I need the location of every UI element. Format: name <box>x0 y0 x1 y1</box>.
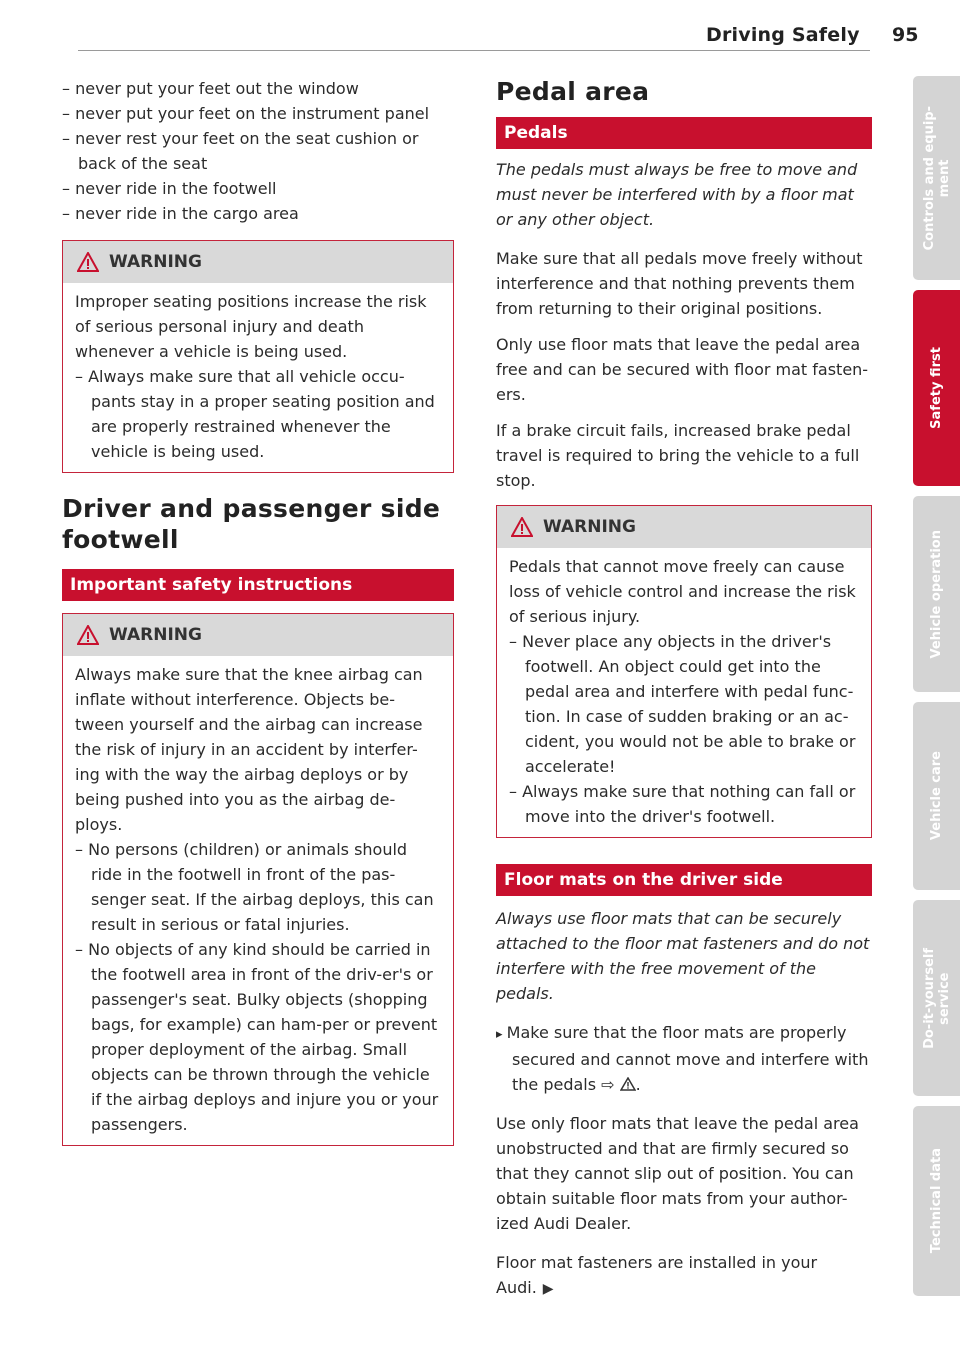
warning-text: Pedals that cannot move freely can cause loss of vehicle control and increase the risk of serious injury. <box>509 557 856 626</box>
floor-mats-step-text: Make sure that the floor mats are properly secured and cannot move and interfere with the pedals ⇨ <box>506 1023 869 1094</box>
tab-vehicle-care[interactable]: Vehicle care <box>913 702 960 890</box>
tab-controls[interactable]: Controls and equip- ment <box>913 76 960 280</box>
pedals-paragraph: Only use floor mats that leave the pedal area free and can be secured with floor mat fasten-ers. <box>496 335 869 404</box>
list-item: – never put your feet out the window <box>62 76 454 101</box>
list-item: – never ride in the cargo area <box>62 201 454 226</box>
floor-mats-paragraph-text: Floor mat fasteners are installed in your Audi. <box>496 1253 818 1297</box>
warning-triangle-icon <box>77 252 99 272</box>
warning-bullet: – Always make sure that all vehicle occu-pants stay in a proper seating position and are properly restrained whenever the vehicle is being used. <box>75 364 441 464</box>
intro-list <box>62 76 454 226</box>
floor-mats-paragraph-last <box>496 1250 872 1302</box>
pedals-paragraph: If a brake circuit fails, increased brake pedal travel is required to bring the vehicle to a full stop. <box>496 421 860 490</box>
warning-reference-icon[interactable] <box>620 1077 636 1091</box>
list-item: – never ride in the footwell <box>62 176 454 201</box>
page-number: 95 <box>892 24 919 46</box>
list-item: – never rest your feet on the seat cushion or back of the seat <box>62 126 454 176</box>
continue-arrow-icon: ▶ <box>542 1281 554 1297</box>
tab-vehicle-operation[interactable]: Vehicle operation <box>913 496 960 692</box>
tab-do-it-yourself[interactable]: Do-it-yourself service <box>913 900 960 1096</box>
warning-text: Always make sure that the knee airbag can inflate without interference. Objects be-tween yourself and the airbag can increase the risk of injury in an accident by interfer-ing with the way the airbag deploys or by being pushed into you as the airbag de-ploys. <box>75 665 423 834</box>
warning-body <box>63 656 453 1145</box>
warning-bullet: – No persons (children) or animals should ride in the footwell in front of the pas-senger seat. If the airbag deploys, this can result in serious or fatal injuries. <box>75 837 441 937</box>
running-head: Driving Safely <box>706 24 860 46</box>
warning-box <box>62 240 454 473</box>
floor-mats-step: ▸ Make sure that the floor mats are properly secured and cannot move and interfere with the pedals ⇨ . <box>496 1020 872 1097</box>
list-item: – never put your feet on the instrument panel <box>62 101 454 126</box>
warning-box <box>496 505 872 838</box>
left-column <box>62 76 454 1146</box>
warning-header <box>63 241 453 283</box>
warning-bullet: – No objects of any kind should be carried in the footwell area in front of the driv-er's or passenger's seat. Bulky objects (shopping bags, for example) can ham-per or prevent proper deployment of the airbag. Small objects can be thrown through the vehicle if the airbag deploys and injure you or your passengers. <box>75 937 441 1137</box>
warning-label: WARNING <box>109 252 202 272</box>
header-rule <box>78 50 870 51</box>
subsection-bar-safety: Important safety instructions <box>62 569 454 601</box>
warning-triangle-icon <box>511 517 533 537</box>
pedals-intro: The pedals must always be free to move and must never be interfered with by a floor mat or any other object. <box>496 160 858 229</box>
warning-body <box>497 548 871 837</box>
warning-box <box>62 613 454 1146</box>
warning-header <box>63 614 453 656</box>
subsection-bar-floor-mats: Floor mats on the driver side <box>496 864 872 896</box>
warning-body <box>63 283 453 472</box>
floor-mats-intro: Always use floor mats that can be securely attached to the floor mat fasteners and do not interfere with the free movement of the pedals. <box>496 909 870 1003</box>
warning-bullet: – Never place any objects in the driver's footwell. An object could get into the pedal area and interfere with pedal func-tion. In case of sudden braking or an ac-cident, you would not be able to brake or accelerate! <box>509 629 859 779</box>
warning-text: Improper seating positions increase the risk of serious personal injury and death whenever a vehicle is being used. <box>75 292 427 361</box>
tab-technical-data[interactable]: Technical data <box>913 1106 960 1296</box>
floor-mats-paragraph: Use only floor mats that leave the pedal area unobstructed and that are firmly secured so that they cannot slip out of position. You can obtain suitable floor mats from your author-ized Audi Dealer. <box>496 1114 859 1233</box>
subsection-bar-pedals: Pedals <box>496 117 872 149</box>
pedals-paragraph: Make sure that all pedals move freely without interference and that nothing prevents them from returning to their original positions. <box>496 249 863 318</box>
tab-safety-first[interactable]: Safety first <box>913 290 960 486</box>
warning-triangle-icon <box>77 625 99 645</box>
section-title-pedal-area: Pedal area <box>496 77 650 106</box>
warning-label: WARNING <box>109 625 202 645</box>
right-column <box>496 76 872 1302</box>
section-title-footwell: Driver and passenger side footwell <box>62 494 441 554</box>
warning-label: WARNING <box>543 517 636 537</box>
warning-bullet: – Always make sure that nothing can fall or move into the driver's footwell. <box>509 779 859 829</box>
warning-header <box>497 506 871 548</box>
